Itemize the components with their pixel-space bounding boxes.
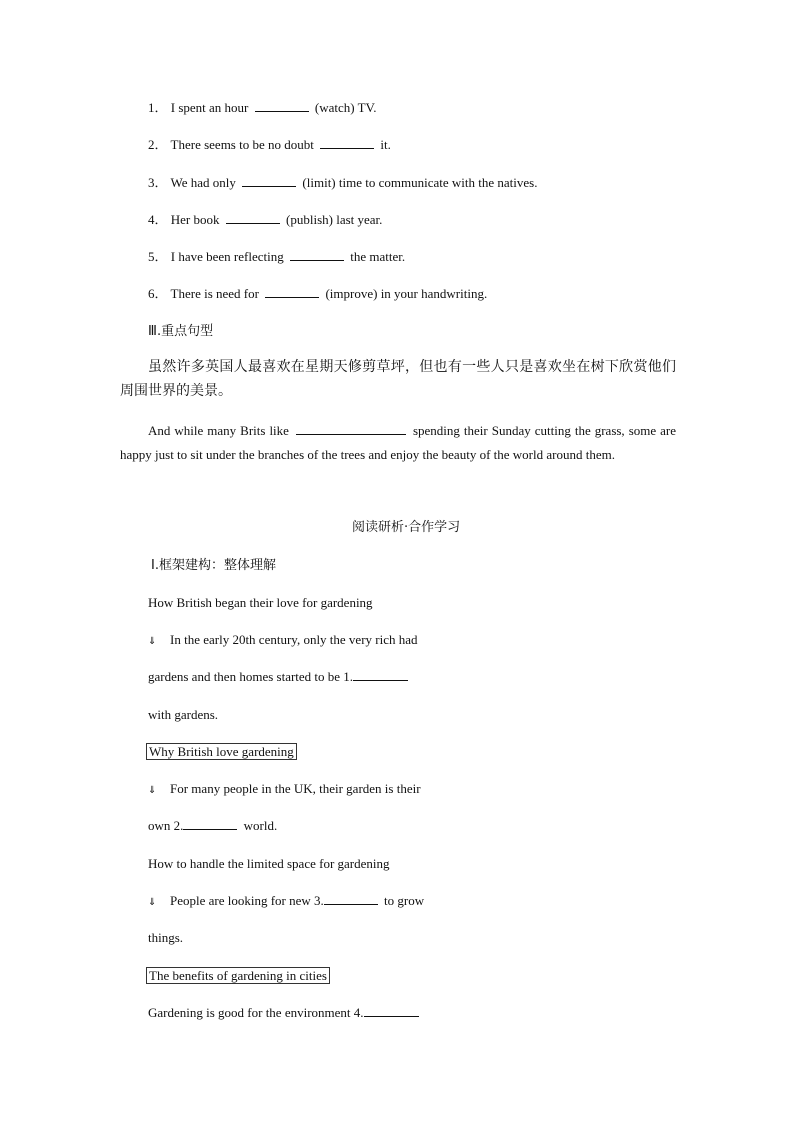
sentence-text-after: spending their Sunday cutting the grass, some are happy just to sit under the branches of the trees and enjoy the beauty of the world around them. (120, 423, 677, 462)
framework-heading-4 (146, 967, 330, 985)
chinese-sentence: 虽然许多英国人最喜欢在星期天修剪草坪，但也有一些人只是喜欢坐在树下欣赏他们周围世界的美景。 (120, 359, 676, 399)
framework-detail-2a (148, 780, 421, 800)
item-number: 3． (148, 175, 168, 190)
exercise-item-2 (148, 136, 391, 154)
item-text-before: There seems to be no doubt (170, 137, 318, 152)
english-sentence (120, 419, 676, 467)
section-title-reading: 阅读研析·合作学习 (352, 520, 461, 535)
answer-blank-2[interactable] (183, 817, 237, 830)
exercise-item-3 (148, 174, 537, 192)
answer-blank-4[interactable] (364, 1004, 419, 1017)
exercise-item-1 (148, 99, 377, 117)
answer-blank[interactable] (296, 422, 406, 435)
framework-heading-2 (146, 743, 297, 761)
item-number: 5． (148, 249, 168, 264)
framework-detail-4a (148, 1004, 422, 1022)
item-text-before: I spent an hour (170, 100, 252, 115)
section-heading-key-sentences: Ⅲ.重点句型 (148, 324, 214, 339)
answer-blank[interactable] (320, 136, 374, 149)
item-text-before: I have been reflecting (170, 249, 287, 264)
framework-detail-1c: with gardens. (148, 707, 219, 722)
answer-blank[interactable] (242, 174, 296, 187)
item-text-after: it. (377, 137, 391, 152)
detail-text: In the early 20th century, only the very rich had (170, 632, 418, 647)
answer-blank[interactable] (265, 285, 319, 298)
sentence-text-before: And while many Brits like (148, 423, 293, 438)
item-text-after: (limit) time to communicate with the natives. (299, 175, 538, 190)
detail-text: to grow (380, 893, 425, 908)
boxed-heading: The benefits of gardening in cities (146, 967, 330, 984)
down-arrow-icon: ⇓ (148, 636, 157, 647)
detail-text: People are looking for new 3. (170, 893, 324, 908)
item-number: 2． (148, 137, 168, 152)
detail-text: For many people in the UK, their garden is their (170, 781, 421, 796)
exercise-item-5 (148, 248, 405, 266)
item-text-before: Her book (170, 212, 223, 227)
framework-detail-1b (148, 668, 411, 686)
item-text-before: There is need for (170, 286, 263, 301)
answer-blank-3[interactable] (324, 892, 378, 905)
section-heading-framework: Ⅰ.框架建构：整体理解 (151, 558, 276, 573)
framework-heading-1: How British began their love for gardening (148, 595, 373, 610)
item-text-before: We had only (170, 175, 240, 190)
detail-text: Gardening is good for the environment 4. (148, 1005, 364, 1020)
item-text-after: (improve) in your handwriting. (322, 286, 488, 301)
exercise-item-4 (148, 211, 382, 229)
framework-detail-3b: things. (148, 930, 184, 945)
exercise-item-6 (148, 285, 487, 303)
framework-heading-3: How to handle the limited space for gardening (148, 856, 390, 871)
item-number: 1． (148, 100, 168, 115)
framework-detail-3a (148, 892, 424, 912)
item-number: 4． (148, 212, 168, 227)
framework-detail-1a (148, 631, 418, 651)
item-text-after: (watch) TV. (311, 100, 377, 115)
answer-blank-1[interactable] (353, 668, 408, 681)
answer-blank[interactable] (255, 99, 309, 112)
down-arrow-icon: ⇓ (148, 785, 157, 796)
item-text-after: (publish) last year. (282, 212, 383, 227)
detail-text: world. (240, 818, 278, 833)
detail-text: own 2. (148, 818, 184, 833)
down-arrow-icon: ⇓ (148, 897, 157, 908)
detail-text: gardens and then homes started to be 1. (148, 669, 354, 684)
answer-blank[interactable] (226, 211, 280, 224)
boxed-heading: Why British love gardening (146, 743, 297, 760)
item-number: 6． (148, 286, 168, 301)
framework-detail-2b (148, 817, 277, 835)
answer-blank[interactable] (290, 248, 344, 261)
item-text-after: the matter. (346, 249, 406, 264)
